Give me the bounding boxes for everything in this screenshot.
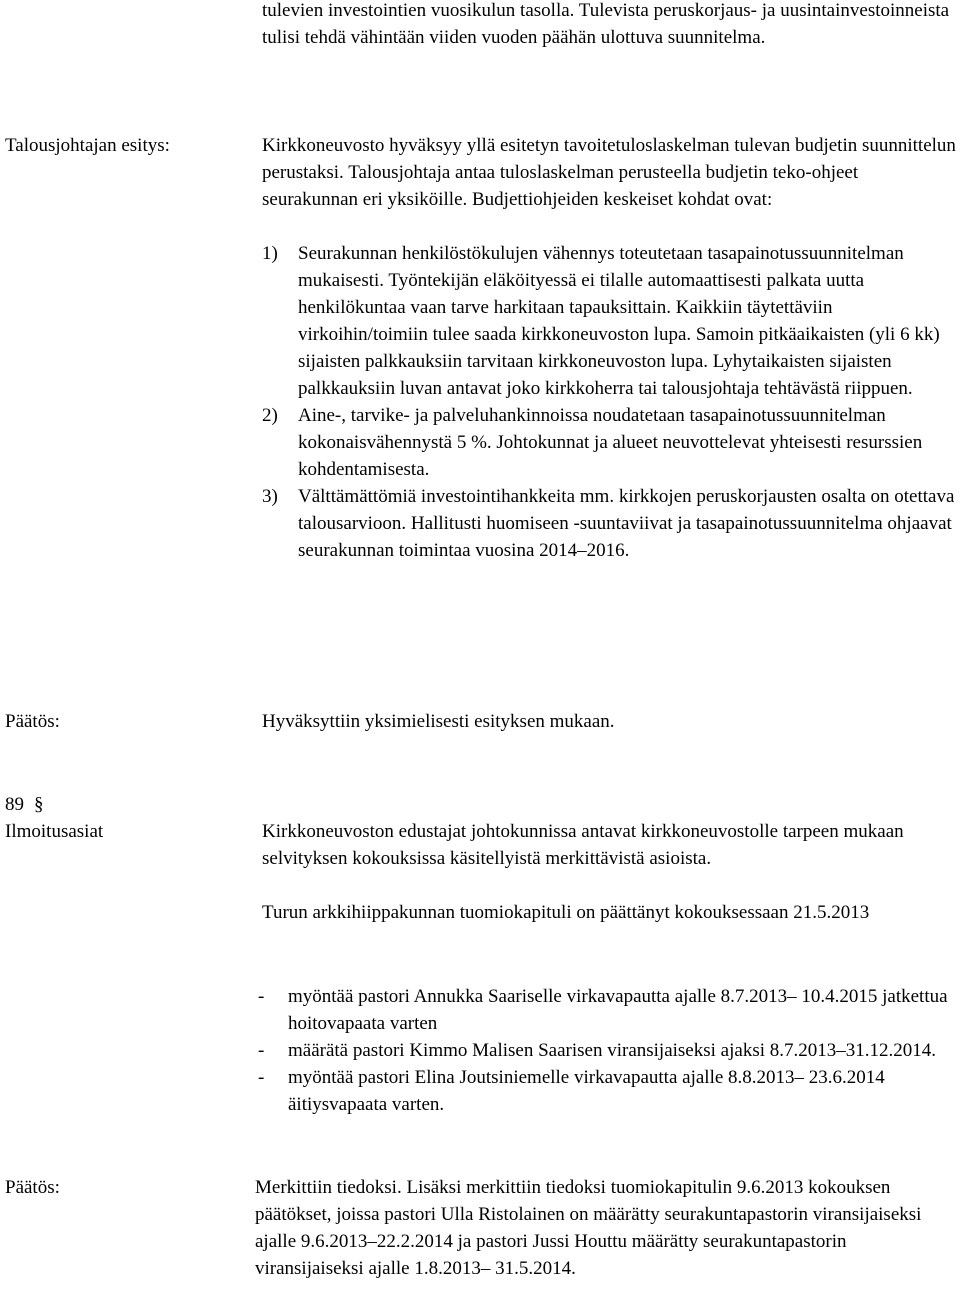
appointment-list	[258, 983, 958, 1118]
guideline-number: 2)	[262, 405, 278, 426]
dash-mark: -	[258, 986, 265, 1007]
guideline-text: Seurakunnan henkilöstökulujen vähennys toteutetaan tasapainotussuunnitelman mukaisesti. Työntekijän eläköityessä ei tilalle automaattisesti palkata uutta henkilökuntaa vaan tarve harkitaan tapauksittain. Kaikkiin täytettäviin virkoihin/toimiin tulee saada kirkkoneuvoston lupa. Samoin pitkäaikaisten (yli 6 kk) sijaisten palkkauksiin tarvitaan kirkkoneuvoston lupa. Lyhytaikaisten sijaisten palkkauksiin luvan antavat joko kirkkoherra tai talousjohtaja tehtävästä riippuen.	[298, 243, 940, 399]
section-body	[262, 818, 958, 926]
appointment-text: määrätä pastori Kimmo Malisen Saarisen viransijaiseksi ajaksi 8.7.2013‒31.12.2014.	[288, 1040, 936, 1061]
guideline-list	[262, 240, 958, 564]
guideline-number: 1)	[262, 243, 278, 264]
dash-mark: -	[258, 1067, 265, 1088]
proposal-intro: Kirkkoneuvosto hyväksyy yllä esitetyn tavoitetuloslaskelman tulevan budjetin suunnittelun perustaksi. Talousjohtaja antaa tuloslaskelman perusteella budjetin teko-ohjeet seurakunnan eri yksiköille. Budjettiohjeiden keskeiset kohdat ovat:	[262, 135, 956, 210]
guideline-text: Aine-, tarvike- ja palveluhankinnoissa noudatetaan tasapainotussuunnitelman kokonaisvähennystä 5 %. Johtokunnat ja alueet neuvottelevat yhteisesti resurssien kohdentamisesta.	[298, 405, 923, 480]
proposal-body	[262, 132, 958, 564]
appointment-text: myöntää pastori Elina Joutsiniemelle virkavapautta ajalle 8.8.2013‒ 23.6.2014 äitiysvapaata varten.	[288, 1067, 885, 1115]
decision-text: Hyväksyttiin yksimielisesti esityksen mukaan.	[262, 711, 615, 732]
guideline-item	[262, 483, 958, 564]
section-number: 89	[5, 794, 24, 815]
section-symbol: §	[34, 794, 44, 815]
proposal-label: Talousjohtajan esitys:	[5, 135, 170, 156]
decision-text: Merkittiin tiedoksi. Lisäksi merkittiin tiedoksi tuomiokapitulin 9.6.2013 kokouksen päätökset, joissa pastori Ulla Ristolainen on määrätty seurakuntapastorin viransijaiseksi ajalle 9.6.2013‒22.2.2014 ja pastori Jussi Houttu määrätty seurakuntapastorin viransijaiseksi ajalle 1.8.2013‒ 31.5.2014.	[255, 1177, 922, 1279]
guideline-number: 3)	[262, 486, 278, 507]
guideline-item	[262, 240, 958, 402]
appointment-item	[258, 1037, 958, 1064]
appointment-item	[258, 983, 958, 1037]
section-paragraph: Turun arkkihiippakunnan tuomiokapituli on päättänyt kokouksessaan 21.5.2013	[262, 902, 870, 923]
appointment-item	[258, 1064, 958, 1118]
continuation-paragraph	[262, 0, 958, 51]
dash-mark: -	[258, 1040, 265, 1061]
guideline-item	[262, 402, 958, 483]
continuation-text: tulevien investointien vuosikulun tasolla. Tulevista peruskorjaus- ja uusintainvestoinneista tulisi tehdä vähintään viiden vuoden päähän ulottuva suunnitelma.	[262, 0, 950, 48]
guideline-text: Välttämättömiä investointihankkeita mm. kirkkojen peruskorjausten osalta on otettava talousarvioon. Hallitusti huomiseen -suuntaviivat ja tasapainotussuunnitelma ohjaavat seurakunnan toimintaa vuosina 2014‒2016.	[298, 486, 955, 561]
appointment-text: myöntää pastori Annukka Saariselle virkavapautta ajalle 8.7.2013‒ 10.4.2015 jatkettua hoitovapaata varten	[288, 986, 948, 1034]
decision-label: Päätös:	[5, 711, 60, 732]
section-title: Ilmoitusasiat	[5, 821, 104, 842]
appointment-list-wrap	[258, 983, 958, 1118]
section-paragraph: Kirkkoneuvoston edustajat johtokunnissa antavat kirkkoneuvostolle tarpeen mukaan selvityksen kokouksissa käsitellyistä merkittävistä asioista.	[262, 821, 904, 869]
decision-label: Päätös:	[5, 1177, 60, 1198]
section-number-line	[5, 791, 24, 818]
